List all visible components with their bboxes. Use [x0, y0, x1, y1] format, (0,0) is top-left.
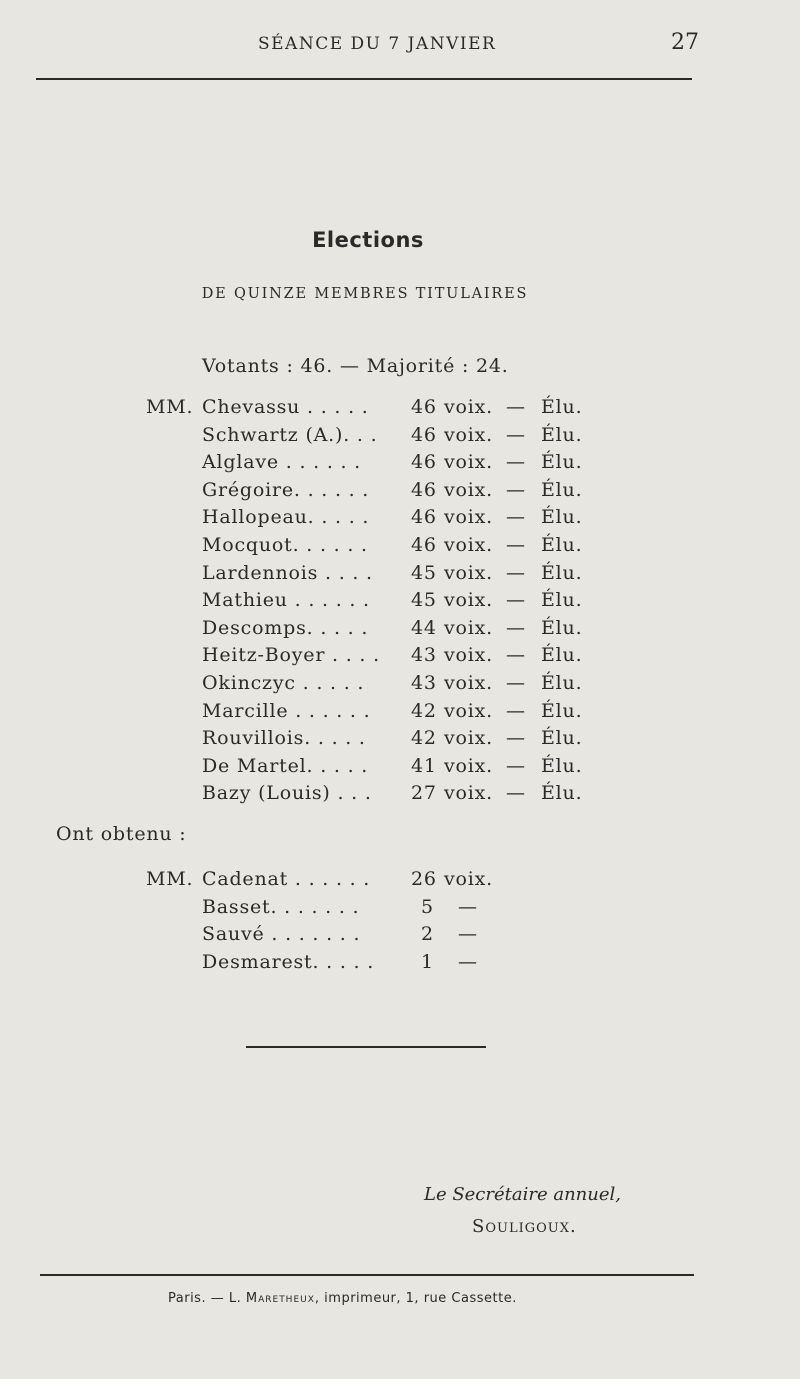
result-label: Élu.	[541, 754, 583, 777]
vote-count: 46	[411, 534, 437, 556]
result-label: Élu.	[541, 396, 583, 418]
dash-separator: —	[506, 478, 526, 501]
vote-unit: voix.	[444, 616, 494, 639]
footer-rule	[40, 1274, 694, 1276]
dash-separator: —	[506, 754, 526, 777]
result-label: Élu.	[541, 423, 583, 446]
signature-role: Le Secrétaire annuel,	[424, 1184, 621, 1205]
candidate-name: Desmarest. . . . .	[202, 950, 375, 973]
vote-count: 42	[411, 727, 437, 750]
signature-name: Souligoux.	[472, 1216, 577, 1237]
dash-separator: —	[506, 699, 526, 722]
vote-unit: voix.	[444, 478, 494, 501]
dash-separator: —	[506, 616, 526, 639]
vote-count: 27	[411, 782, 437, 805]
vote-unit: voix.	[444, 506, 494, 529]
vote-unit: —	[458, 923, 478, 946]
result-label: Élu.	[541, 506, 583, 529]
vote-count: 41	[411, 754, 437, 777]
vote-count: 2	[421, 923, 434, 946]
candidate-name: Heitz-Boyer . . . .	[202, 644, 380, 667]
result-label: Élu.	[541, 478, 583, 501]
vote-count: 46	[411, 451, 437, 474]
candidate-name: Descomps. . . . .	[202, 616, 369, 639]
imprint-line	[168, 1291, 517, 1306]
dash-separator: —	[506, 727, 526, 750]
imprint-printer: Maretheux	[245, 1291, 315, 1306]
vote-count: 5	[421, 895, 434, 918]
dash-separator: —	[506, 644, 526, 667]
vote-count: 45	[411, 561, 437, 584]
vote-count: 46	[411, 423, 437, 446]
vote-unit: voix.	[444, 396, 494, 418]
dash-separator: —	[506, 782, 526, 805]
vote-unit: voix.	[444, 672, 494, 694]
vote-unit: voix.	[444, 782, 494, 805]
dash-separator: —	[506, 451, 526, 474]
dash-separator: —	[506, 534, 526, 556]
vote-count: 46	[411, 506, 437, 529]
candidate-name: Lardennois . . . .	[202, 561, 373, 584]
vote-count: 44	[411, 616, 437, 639]
vote-unit: voix.	[444, 868, 494, 890]
vote-unit: voix.	[444, 727, 494, 750]
vote-unit: —	[458, 895, 478, 918]
candidate-name: Grégoire. . . . . .	[202, 478, 370, 501]
imprint-prefix: Paris. — L.	[168, 1291, 242, 1306]
vote-count: 45	[411, 589, 437, 612]
candidate-name: Cadenat . . . . . .	[202, 868, 371, 890]
dash-separator: —	[506, 561, 526, 584]
section-subtitle: DE QUINZE MEMBRES TITULAIRES	[201, 286, 529, 302]
vote-unit: voix.	[444, 451, 494, 474]
closing-rule	[246, 1046, 486, 1048]
vote-count: 46	[411, 478, 437, 501]
page-number: 27	[671, 30, 699, 55]
dash-separator: —	[506, 396, 526, 418]
vote-count: 26	[411, 868, 437, 890]
mm-prefix: MM.	[146, 396, 194, 418]
dash-separator: —	[506, 506, 526, 529]
header-rule	[36, 78, 692, 80]
vote-unit: voix.	[444, 644, 494, 667]
mm-prefix: MM.	[146, 868, 194, 890]
candidate-name: De Martel. . . . .	[202, 754, 369, 777]
candidate-name: Bazy (Louis) . . .	[202, 782, 372, 805]
obtained-label: Ont obtenu :	[56, 823, 187, 845]
totals-line: Votants : 46. — Majorité : 24.	[202, 355, 509, 377]
result-label: Élu.	[541, 561, 583, 584]
result-label: Élu.	[541, 534, 583, 556]
result-label: Élu.	[541, 672, 583, 694]
vote-unit: voix.	[444, 423, 494, 446]
result-label: Élu.	[541, 782, 583, 805]
result-label: Élu.	[541, 616, 583, 639]
candidate-name: Okinczyc . . . . .	[202, 672, 365, 694]
result-label: Élu.	[541, 727, 583, 750]
candidate-name: Mathieu . . . . . .	[202, 589, 370, 612]
result-label: Élu.	[541, 699, 583, 722]
candidate-name: Sauvé . . . . . . .	[202, 923, 361, 946]
candidate-name: Marcille . . . . . .	[202, 699, 371, 722]
candidate-name: Mocquot. . . . . .	[202, 534, 368, 556]
dash-separator: —	[506, 423, 526, 446]
dash-separator: —	[506, 589, 526, 612]
result-label: Élu.	[541, 589, 583, 612]
vote-unit: voix.	[444, 754, 494, 777]
vote-unit: —	[458, 950, 478, 973]
candidate-name: Hallopeau. . . . .	[202, 506, 370, 529]
candidate-name: Chevassu . . . . .	[202, 396, 369, 418]
vote-count: 43	[411, 672, 437, 694]
vote-unit: voix.	[444, 534, 494, 556]
vote-unit: voix.	[444, 561, 494, 584]
candidate-name: Basset. . . . . . .	[202, 895, 360, 918]
dash-separator: —	[506, 672, 526, 694]
candidate-name: Schwartz (A.). . .	[202, 423, 378, 446]
vote-unit: voix.	[444, 699, 494, 722]
vote-unit: voix.	[444, 589, 494, 612]
result-label: Élu.	[541, 644, 583, 667]
vote-count: 1	[421, 950, 434, 973]
vote-count: 43	[411, 644, 437, 667]
candidate-name: Rouvillois. . . . .	[202, 727, 366, 750]
result-label: Élu.	[541, 451, 583, 474]
section-title: Elections	[312, 228, 424, 252]
running-header: SÉANCE DU 7 JANVIER	[258, 34, 497, 54]
candidate-name: Alglave . . . . . .	[202, 451, 362, 474]
vote-count: 42	[411, 699, 437, 722]
vote-count: 46	[411, 396, 437, 418]
imprint-suffix: , imprimeur, 1, rue Cassette.	[314, 1291, 517, 1306]
